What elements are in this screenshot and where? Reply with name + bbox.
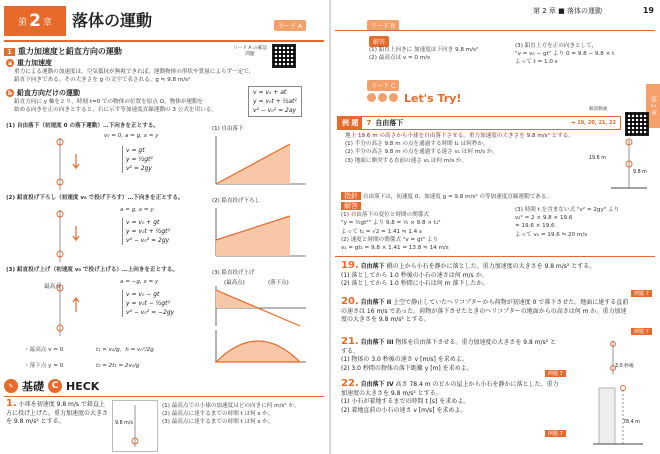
throw-up-diagram — [30, 278, 100, 340]
problem-tag: 自由落下 III — [360, 339, 394, 346]
chapter-side-tab[interactable]: 第 2 章 — [646, 84, 660, 128]
check-fig-v: 9.8 m/s — [115, 421, 133, 426]
problem-number: 22. — [341, 378, 359, 389]
problem-19-ref[interactable]: 例題 7 — [631, 290, 652, 297]
throw-down-label: (2) 鉛直投げ下ろし（初速度 v₀ で投げ下ろす）…下向きを正とする。 — [6, 195, 184, 201]
formula-line: y = v₀t + ½gt² — [126, 228, 170, 235]
formula-line: v = gt — [126, 147, 145, 154]
example-line: 地上 19.6 m の高さから小球を自由落下させる。重力加速度の大きさを 9.8 m/s² とする。 — [345, 133, 574, 139]
subquestion: (2) 最高点に達するまでの時間 t は何 s か。 — [162, 411, 274, 418]
check-figure — [112, 400, 158, 452]
problem-sub: (1) 小石が着地するまでの時間 t [s] を求めよ。 — [341, 398, 470, 405]
throw-down-cond: a = g, x = y — [120, 207, 154, 213]
problem-tag: 自由落下 IV — [360, 381, 394, 388]
problem-sub: (2) 着地直前の小石の速さ v [m/s] を求めよ。 — [341, 406, 467, 414]
answer-right — [515, 42, 645, 67]
lead-tag: リード A — [274, 20, 306, 31]
example-text — [345, 132, 595, 165]
graph-3-high: (最高点) — [224, 280, 245, 286]
hint-line — [341, 192, 651, 201]
problem-22-figure — [593, 382, 643, 448]
land-formula: t₂ = 2t₁ = 2v₀/g — [96, 363, 140, 369]
subsection-a-title: 重力加速度 — [17, 59, 52, 67]
problem-21-figure — [593, 338, 643, 378]
solution-line: = 19.6 × 19.6 — [515, 223, 555, 230]
hint-label: 指針 — [341, 192, 361, 200]
solution-line: (2) 速度と時間の関係式 "v = gt" より — [341, 236, 439, 243]
text-line: 重力による運動の加速度は，空気抵抗が無視できれば，運動物体の形状や質量によらず一定で， — [14, 69, 255, 75]
fig-height-half: 9.8 m — [633, 170, 647, 175]
free-fall-cond: v₀ = 0, a = g, x = y — [104, 133, 159, 139]
solution-line: (3) 時間 t を含まない式 "v² = 2gy" より — [515, 207, 620, 213]
problem-text: 高さ 78.4 m のビルの屋上から小石を静かに落とした。重力加速度の大きさを 9.8 m/s² とする。 — [341, 381, 559, 397]
answer-left — [369, 46, 519, 62]
example-line: (3) 地面に衝突する直前の速さ v₂ は何 m/s か。 — [345, 157, 468, 164]
check-heading — [4, 378, 99, 394]
answer-line: よって t = 1.0 s — [515, 59, 558, 66]
subsection-b — [6, 88, 80, 98]
example-figure — [601, 136, 651, 192]
formula-line: v² − v₀² = 2ay — [253, 107, 297, 114]
lead-c-tag: リード C — [367, 80, 399, 91]
header-rule — [335, 30, 655, 31]
fig-high-label: 最高点 — [44, 284, 61, 290]
fig-height-total: 19.6 m — [589, 156, 606, 161]
text-line: 鉛直下向きである。その大きさを g の文字で表される。g ≒ 9.8 m/s² — [14, 77, 191, 84]
graph-1 — [210, 134, 310, 190]
answer-line: (3) 鉛直上方を正の向きとして， — [515, 43, 598, 49]
check-rule — [4, 396, 324, 397]
subsection-a — [6, 58, 52, 68]
formula-line: v = v₀ + gt — [126, 219, 160, 226]
problem-text: 上空で静止していたヘリコプターから荷物が初速度 0 で落下させた。地面に達する直前の速さは 16 m/s であった。荷物が落下させたときのヘリコプターの地面からの高さは何 m か。重力加速度の大きさを 9.8 m/s² とする。 — [341, 299, 629, 323]
example-number: 7 — [366, 119, 372, 127]
left-page — [0, 0, 329, 454]
example-refs: ➡ 19, 20, 21, 22 — [571, 120, 616, 126]
problem-22 — [341, 380, 561, 415]
chapter-badge — [4, 6, 66, 36]
problem-tag: 自由落下 II — [360, 299, 392, 306]
page-title: 落体の運動 — [72, 11, 153, 30]
fig-22-label: 78.4 m — [623, 420, 640, 425]
free-fall-formulas — [122, 146, 153, 173]
problem-21-ref[interactable]: 例題 7 — [545, 370, 566, 377]
formula-line: v² = 2gy — [126, 165, 152, 172]
graph-3 — [210, 286, 310, 366]
check-icon: ✎ — [4, 379, 18, 393]
problem-sub: (2) 落としてから 1.0 秒間に小石は何 m 落下したか。 — [341, 280, 489, 287]
problem-number: 20. — [341, 296, 359, 307]
chapter-suffix: 章 — [42, 17, 52, 28]
qr-code[interactable] — [272, 44, 296, 68]
formula-line: v = v₀ + at — [253, 89, 287, 96]
running-header: 第 2 章 ■ 落体の運動 — [533, 7, 602, 15]
example-line: (2) 半分の高さ 9.8 m の点を通過する速さ v₁ は何 m/s か。 — [345, 149, 498, 156]
formula-line: v = v₀ − gt — [126, 291, 160, 298]
lead-b-tag: リード B — [367, 20, 399, 31]
high-formula: t₁ = v₀/g，h = v₀²/2g — [96, 347, 154, 353]
text-line: 始める向きを正の向きとすると，右に示す等加速度直線運動の 3 公式を用いる。 — [14, 107, 217, 114]
land-point: ・落下点 y = 0 — [24, 363, 64, 369]
free-fall-diagram — [30, 134, 90, 194]
solution-line: "y = ½gt²" より 9.8 = ½ × 9.8 × t₁² — [341, 220, 441, 227]
fig-21-label: 3.0 秒後 — [615, 364, 634, 369]
subsection-a-letter: a — [7, 59, 13, 67]
problem-20-ref[interactable]: 例題 7 — [631, 328, 652, 335]
chapter-number: 2 — [29, 11, 41, 31]
solution-line: (1) 自由落下の変位と時間の関係式 — [341, 212, 430, 219]
section-number: 1 — [4, 48, 15, 56]
subsection-a-text — [14, 68, 314, 84]
formula-line: v² − v₀² = −2gy — [126, 309, 175, 316]
solution-line: よって v₂ = 19.6 ≒ 20 m/s — [515, 231, 588, 238]
title-rule — [4, 40, 324, 42]
graph-2-label: (2) 鉛直投げ下ろし — [212, 198, 261, 204]
problem-sub: (1) 落としてから 1.0 秒後の小石の速さは何 m/s か。 — [341, 271, 488, 279]
section-title: 重力加速度と鉛直方向の運動 — [17, 47, 122, 56]
formula-box — [248, 86, 302, 117]
formula-line: y = ½gt² — [126, 156, 153, 163]
solution-line: よって t₁ = √2 = 1.41 ≒ 1.4 s — [341, 228, 422, 235]
subsection-b-text — [14, 98, 244, 114]
check-c-badge: C — [48, 379, 62, 393]
problem-number: 21. — [341, 336, 359, 347]
problem-number: 19. — [341, 260, 359, 271]
problem-text: 橋の上から小石を静かに落とした。重力加速度の大きさを 9.8 m/s² とする。 — [386, 263, 596, 270]
check-figure-svg — [113, 401, 157, 451]
section-heading — [4, 46, 122, 57]
dots-decoration — [367, 92, 400, 105]
solution-label: 解答 — [341, 202, 361, 210]
example-box — [337, 116, 621, 130]
free-fall-label: (1) 自由落下（初速度 0 の落下運動）…下向きを正とする。 — [6, 123, 159, 129]
throw-up-formulas — [122, 290, 174, 317]
question-text: 小球を初速度 9.8 m/s で鉛直上方に投げ上げた。重力加速度の大きさを 9.8 m/s² とする。 — [6, 401, 109, 425]
formula-line: y = v₀t + ½at² — [253, 98, 297, 105]
throw-down-diagram — [30, 206, 90, 266]
problem-sub: (2) 3.0 秒間の物体の落下距離 y [m] を求めよ。 — [341, 364, 473, 372]
problem-19 — [341, 262, 631, 289]
solution-line: v₂² = 2 × 9.8 × 19.6 — [515, 215, 573, 222]
graph-2 — [210, 206, 310, 262]
page-number: 19 — [642, 6, 654, 15]
problem-text: 物体を自由落下させる。重力加速度の大きさを 9.8 m/s² とする。 — [341, 339, 557, 355]
video-label: 解説動画 — [589, 107, 608, 112]
check-question-1 — [6, 400, 110, 427]
problem-tag: 自由落下 — [360, 263, 385, 270]
qr-caption: リード A の確認問題 — [233, 46, 267, 57]
problem-20 — [341, 298, 631, 325]
text-line: 鉛直方向に y 軸をとり，時刻 t=0 での物体の位置を原点 O，物体が運動を — [14, 99, 204, 105]
problem-21 — [341, 338, 561, 373]
problem-22-ref[interactable]: 例題 7 — [545, 430, 566, 437]
check-subquestions — [162, 402, 326, 427]
throw-up-cond: a = −g, x = y — [120, 279, 159, 285]
question-number: 1. — [6, 398, 17, 409]
answer-line: (1) 鉛直上向きに 加速度は下向き 9.8 m/s² — [369, 47, 479, 53]
solution-right — [515, 206, 655, 239]
answer-line: "v = v₀ − gt" より 0 = 9.8 − 9.8 × t — [515, 51, 615, 58]
graph-1-label: (1) 自由落下 — [212, 126, 244, 132]
example-title: 自由落下 — [375, 119, 404, 127]
example-rule — [335, 256, 655, 257]
graph-3-label: (3) 鉛直投げ上げ — [212, 270, 255, 276]
formula-line: v² − v₀² = 2gy — [126, 237, 170, 244]
high-point: ・最高点 v = 0 — [24, 347, 64, 353]
example-label: 例 題 — [338, 117, 362, 129]
throw-down-formulas — [122, 218, 170, 245]
subquestion: (1) 最高点での小球の加速度はどの向きに何 m/s² か。 — [162, 403, 300, 409]
subsection-b-letter: b — [7, 89, 13, 97]
answer-line: (2) 最高点は v = 0 m/s — [369, 55, 430, 62]
subsection-b-title: 鉛直方向だけの運動 — [17, 89, 80, 97]
subquestion: (3) 最高点に達するまでの時間 t は何 s か。 — [162, 419, 274, 426]
right-page — [331, 0, 660, 454]
solution-line: v₁ = gt₁ = 9.8 × 1.41 = 13.8 ≒ 14 m/s — [341, 245, 449, 252]
hint-text: 自由落下は，初速度 0，加速度 g = 9.8 m/s² の等加速度直線運動である。 — [362, 194, 553, 200]
lets-try-title: Let's Try! — [404, 92, 462, 105]
solution-left — [341, 202, 511, 252]
answer-tag: 解答 — [369, 36, 389, 47]
example-qr-code[interactable] — [625, 112, 649, 136]
throw-up-label: (3) 鉛直投げ上げ（初速度 v₀ で投げ上げる）…上向きを正とする。 — [6, 267, 178, 273]
example-line: (1) 半分の高さ 9.8 m の点を通過する時間 t₁ は何秒か。 — [345, 141, 489, 148]
chapter-prefix: 第 — [18, 17, 28, 28]
lets-try-heading — [367, 92, 461, 105]
problem-sub: (1) 物体の 3.0 秒後の速さ v [m/s] を求めよ。 — [341, 356, 468, 363]
formula-line: y = v₀t − ½gt² — [126, 300, 170, 307]
graph-3-land: (落下点) — [268, 280, 289, 286]
check-suffix: HECK — [66, 379, 100, 393]
check-prefix: 基礎 — [22, 380, 44, 393]
